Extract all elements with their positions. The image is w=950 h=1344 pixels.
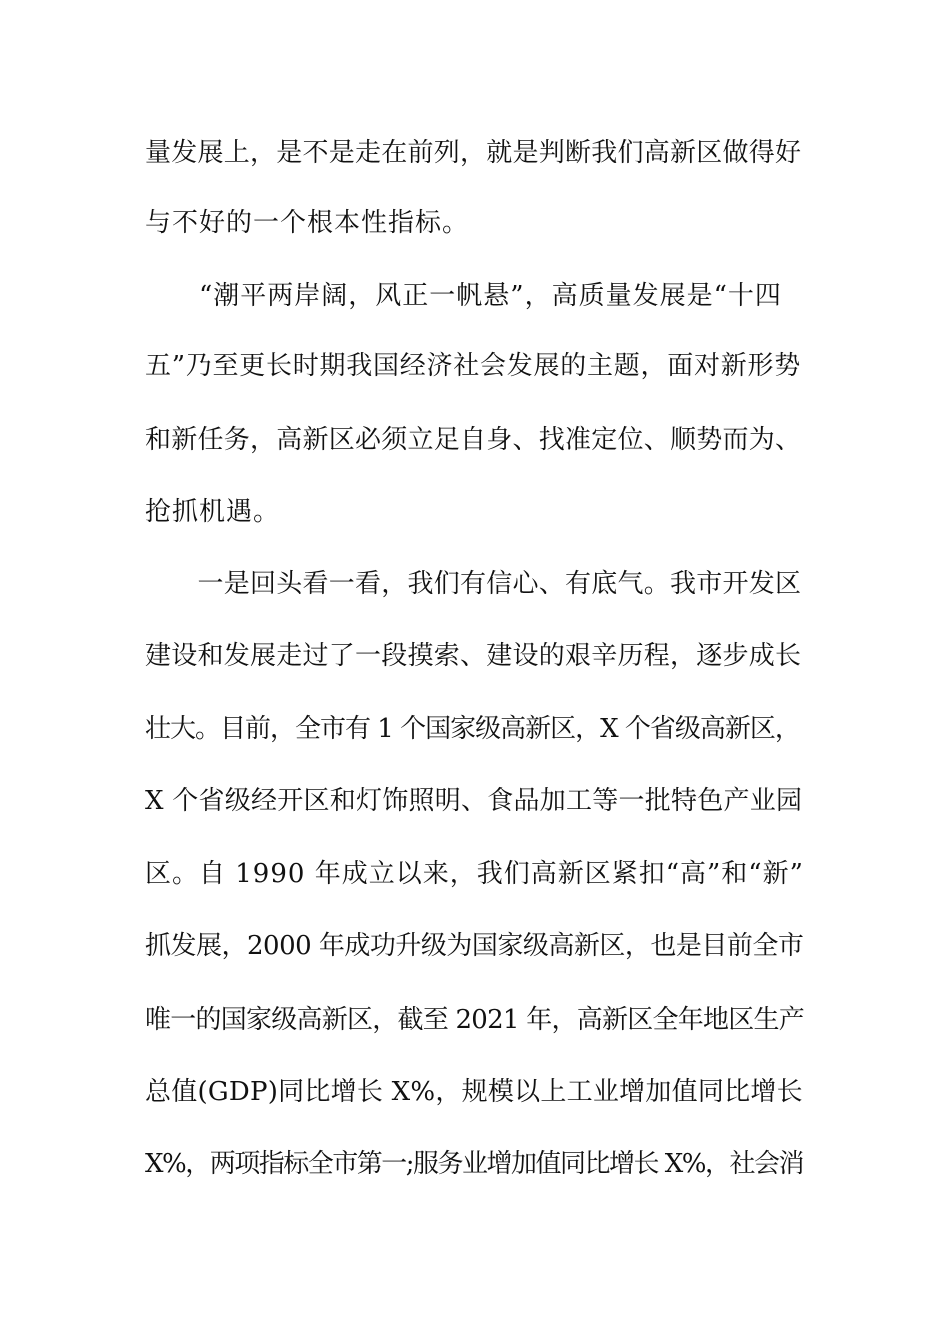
- text-line: 和新任务，高新区必须立足自身、找准定位、顺势而为、: [145, 425, 802, 455]
- text-line: 五”乃至更长时期我国经济社会发展的主题，面对新形势: [145, 351, 802, 381]
- text-line: 量发展上，是不是走在前列，就是判断我们高新区做得好: [145, 138, 802, 168]
- paragraph-start-line: 一是回头看一看，我们有信心、有底气。我市开发区: [145, 569, 802, 599]
- text-line: 抓发展，2000 年成功升级为国家级高新区，也是目前全市: [145, 931, 804, 961]
- text-line: 与不好的一个根本性指标。: [145, 208, 470, 238]
- text-line: X%，两项指标全市第一;服务业增加值同比增长 X%，社会消: [145, 1149, 803, 1179]
- text-line: X 个省级经开区和灯饰照明、食品加工等一批特色产业园: [145, 786, 803, 816]
- text-line: 区。自 1990 年成立以来，我们高新区紧扣“高”和“新”: [145, 859, 804, 889]
- text-line: 唯一的国家级高新区，截至 2021 年，高新区全年地区生产: [145, 1005, 804, 1035]
- text-line: 抢抓机遇。: [145, 497, 281, 527]
- text-line: 总值(GDP)同比增长 X%，规模以上工业增加值同比增长: [145, 1077, 803, 1107]
- paragraph-start-line: “潮平两岸阔，风正一帆悬”，高质量发展是“十四: [145, 281, 782, 311]
- text-line: 建设和发展走过了一段摸索、建设的艰辛历程，逐步成长: [145, 641, 802, 671]
- text-line: 壮大。目前，全市有 1 个国家级高新区，X 个省级高新区，: [145, 714, 800, 744]
